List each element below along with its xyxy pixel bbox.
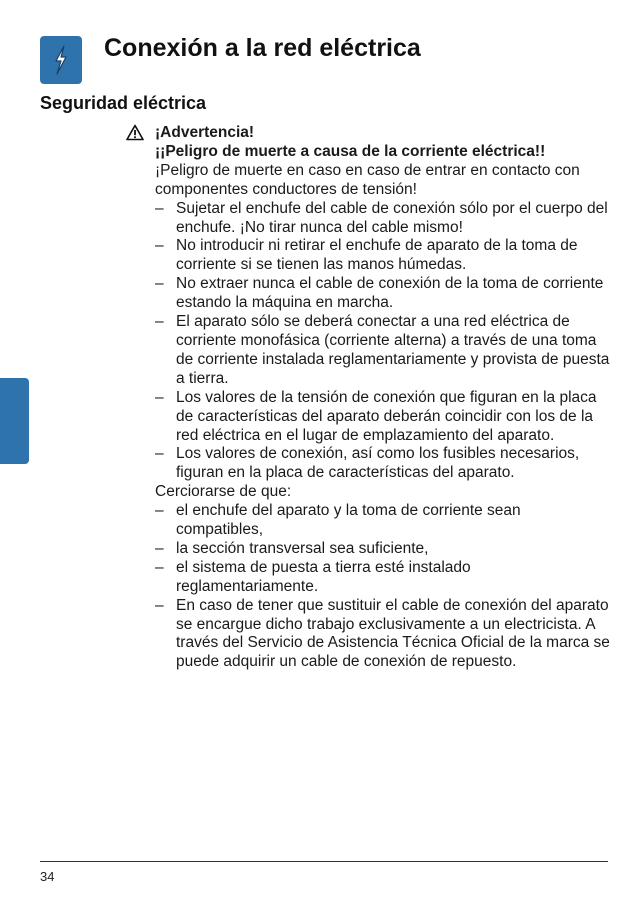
list-item: – No introducir ni retirar el enchufe de aparato de la toma de corriente si se tienen las manos húmedas.	[155, 237, 578, 274]
page-title: Conexión a la red eléctrica	[104, 34, 421, 62]
side-tab	[0, 378, 29, 464]
list-item: – Los valores de la tensión de conexión que figuran en la placa de características del aparato deberán coincidir con los de la red eléctrica en el lugar de emplazamiento del aparato.	[155, 388, 597, 444]
warning-block	[155, 124, 611, 672]
check-intro: Cerciorarse de que:	[155, 483, 292, 501]
check-item: – el enchufe del aparato y la toma de corriente sean compatibles,	[155, 502, 521, 539]
check-item: – En caso de tener que sustituir el cable de conexión del aparato se encargue dicho trabajo exclusivamente a un electricista. A través del Servicio de Asistencia Técnica Oficial de la marca se puede adquirir un cable de conexión de repuesto.	[155, 596, 610, 671]
check-item: – la sección transversal sea suficiente,	[155, 539, 429, 557]
warning-intro: ¡Peligro de muerte en caso en caso de entrar en contacto con componentes conductores de tensión!	[155, 161, 580, 198]
section-title: Seguridad eléctrica	[40, 93, 207, 113]
list-item: – El aparato sólo se deberá conectar a una red eléctrica de corriente monofásica (corriente alterna) a través de una toma de corriente instalada reglamentariamente y provista de puesta a tierra.	[155, 313, 610, 387]
page-number: 34	[40, 869, 55, 884]
lightning-bolt-icon	[40, 36, 82, 84]
check-item: – el sistema de puesta a tierra esté instalado reglamentariamente.	[155, 558, 471, 595]
list-item: – Los valores de conexión, así como los fusibles necesarios, figuran en la placa de características del aparato.	[155, 445, 580, 482]
warning-heading: ¡Advertencia!	[155, 124, 255, 141]
warning-triangle-icon	[126, 124, 144, 147]
list-item: – Sujetar el enchufe del cable de conexión sólo por el cuerpo del enchufe. ¡No tirar nunca del cable mismo!	[155, 199, 608, 236]
warning-subheading: ¡¡Peligro de muerte a causa de la corriente eléctrica!!	[155, 142, 546, 160]
warning-heading-row	[155, 124, 611, 143]
list-item: – No extraer nunca el cable de conexión de la toma de corriente estando la máquina en marcha.	[155, 275, 604, 312]
footer-divider	[40, 861, 608, 862]
